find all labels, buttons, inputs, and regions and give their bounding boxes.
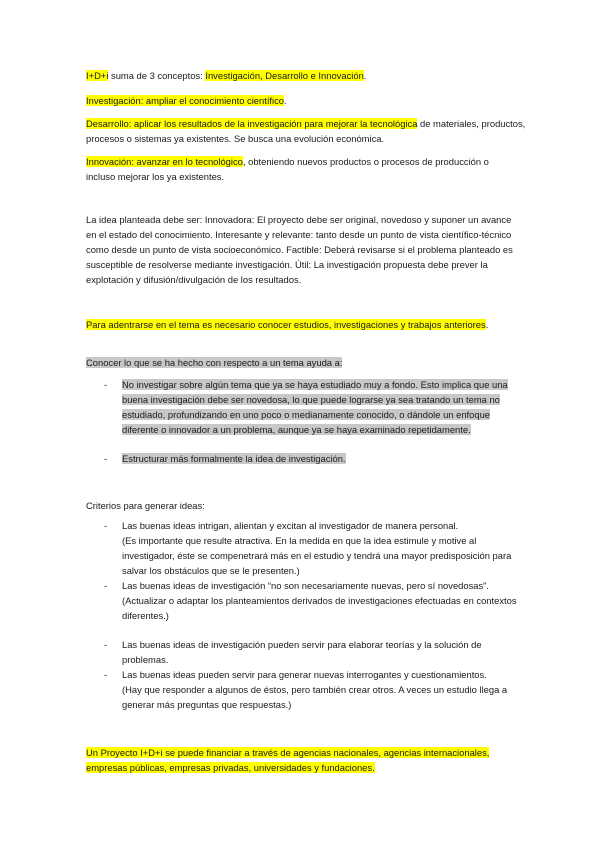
text-end: .: [485, 319, 489, 330]
criterio-main: Las buenas ideas pueden servir para generar nuevas interrogantes y cuestionamientos.: [122, 669, 487, 680]
list-item-text: [122, 637, 518, 667]
list-item-text: [122, 518, 518, 578]
bullet-dash: -: [104, 580, 108, 591]
paragraph-financiacion: [86, 745, 526, 775]
gray-highlight-text: Estructurar más formalmente la idea de investigación.: [122, 453, 346, 464]
highlight-innovacion: Innovación: avanzar en lo tecnológico: [86, 156, 243, 167]
gray-highlight-text: No investigar sobre algún tema que ya se haya estudiado muy a fondo. Esto implica que una buena investigación debe ser novedosa, lo que puede lograrse ya sea tratando un tema no estudiado, profundizando en uno poco o medianamente conocido, o dándole un enfoque diferente o innovador a un problema, aunque ya se haya examinado repetidamente.: [122, 379, 508, 435]
bullet-dash: -: [104, 639, 108, 650]
paragraph-investigacion: [86, 93, 518, 108]
criterio-note: (Actualizar o adaptar los planteamientos derivados de investigaciones efectuadas en contextos diferentes.): [122, 595, 517, 621]
paragraph-idi-intro: [86, 68, 518, 83]
criterio-main: Las buenas ideas de investigación “no son necesariamente nuevas, pero sí novedosas”.: [122, 580, 489, 591]
highlight-desarrollo: Desarrollo: aplicar los resultados de la investigación para mejorar la tecnológica: [86, 118, 418, 129]
paragraph-desarrollo: [86, 116, 526, 146]
paragraph-adentrarse: [86, 317, 518, 332]
highlight-adentrarse: Para adentrarse en el tema es necesario conocer estudios, investigaciones y trabajos anteriores: [86, 319, 486, 330]
text-suma: suma de 3 conceptos:: [108, 70, 206, 81]
highlight-concepts: Investigación, Desarrollo e Innovación: [205, 70, 364, 81]
list-item-text: [122, 578, 518, 623]
text-end: .: [363, 70, 367, 81]
text-desarrollo-rest: de materiales, productos, procesos o sistemas ya existentes. Se busca una evolución económica.: [86, 118, 526, 144]
paragraph-idea-planteada: La idea planteada debe ser: Innovadora: El proyecto debe ser original, novedoso y suponer un avance en el estado del conocimiento. Interesante y relevante: tanto desde un punto de vista científico-técnico como desde un punto de vista socioeconómico. Factible: Deberá revisarse si el problema planteado es susceptible de resolverse mediante investigación. Útil: La investigación propuesta debe prever la explotación y difusión/divulgación de los resultados.: [86, 214, 513, 285]
criterio-main: Las buenas ideas intrigan, alientan y excitan al investigador de manera personal.: [122, 520, 459, 531]
paragraph-innovacion: [86, 154, 518, 184]
criterio-note: (Es importante que resulte atractiva. En la medida en que la idea estimule y motive al investigador, éste se compenetrará más en el estudio y tendrá una mayor predisposición para salvar los obstáculos que se le presenten.): [122, 535, 512, 576]
list-item-text: [122, 667, 518, 712]
highlight-financiacion: Un Proyecto I+D+i se puede financiar a través de agencias nacionales, agencias internacionales, empresas públicas, empresas privadas, universidades y fundaciones.: [86, 747, 490, 773]
gray-highlight-conocer: Conocer lo que se ha hecho con respecto a un tema ayuda a:: [86, 357, 343, 368]
highlight-idi: I+D+i: [86, 70, 109, 81]
bullet-dash: -: [104, 520, 108, 531]
criterios-title: Criterios para generar ideas:: [86, 500, 205, 511]
paragraph-conocer: [86, 355, 518, 370]
list-item-text: [122, 451, 518, 466]
bullet-dash: -: [104, 453, 108, 464]
highlight-investigacion: Investigación: ampliar el conocimiento científico: [86, 95, 285, 106]
criterio-note: (Hay que responder a algunos de éstos, pero también crear otros. A veces un estudio llega a generar más preguntas que respuestas.): [122, 684, 508, 710]
text-innovacion-rest: , obteniendo nuevos productos o procesos de producción o incluso mejorar los ya existentes.: [86, 156, 489, 182]
criterio-main: Las buenas ideas de investigación pueden servir para elaborar teorías y la solución de problemas.: [122, 639, 482, 665]
text-end: .: [284, 95, 287, 106]
bullet-dash: -: [104, 379, 108, 390]
list-item-text: [122, 377, 518, 437]
bullet-dash: -: [104, 669, 108, 680]
